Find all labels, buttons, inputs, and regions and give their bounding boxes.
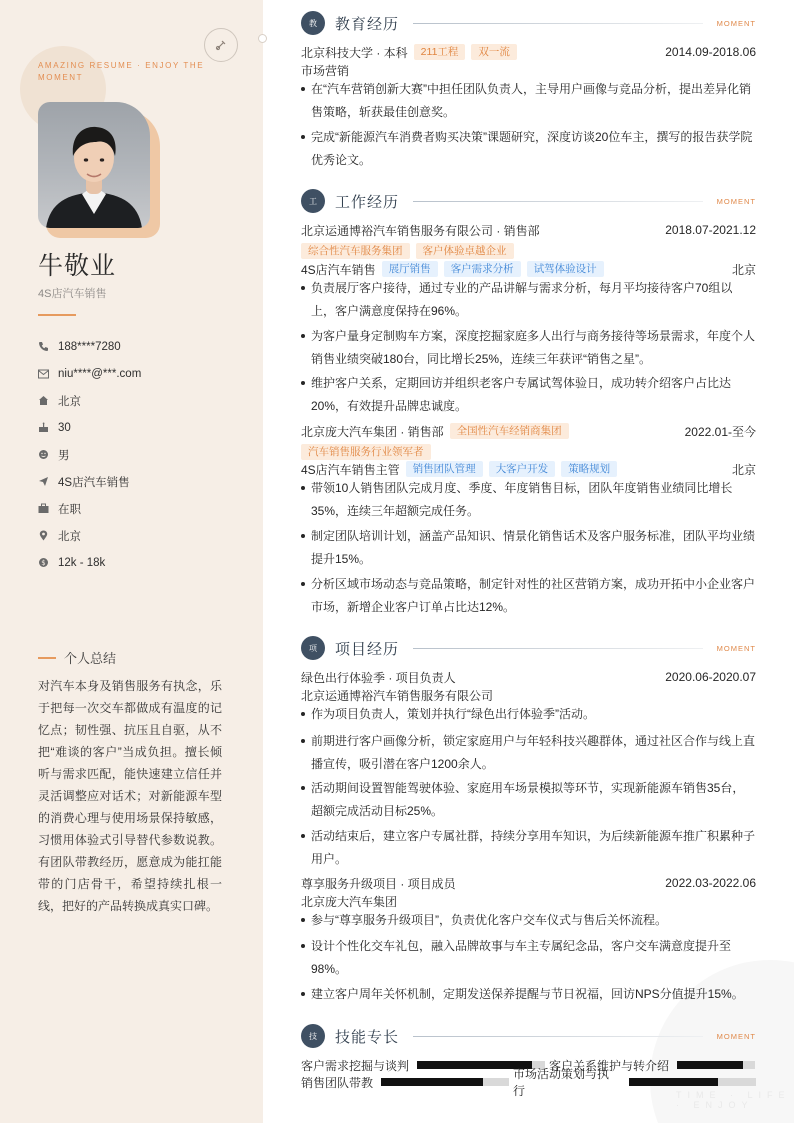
section-badge: 教	[301, 11, 325, 35]
project-org: 北京运通博裕汽车销售服务有限公司	[301, 688, 494, 703]
position-name: 4S店汽车销售	[301, 262, 376, 277]
section-title: 技能专长	[335, 1027, 400, 1046]
candidate-role: 4S店汽车销售	[38, 288, 107, 300]
list-item: 活动期间设置智能驾驶体验、家庭用车场景模拟等环节，实现新能源车销售35台，超额完成活动目标25%。	[301, 777, 756, 823]
section-title: 教育经历	[335, 14, 400, 33]
list-item: 前期进行客户画像分析，锁定家庭用户与年轻科技兴趣群体，通过社区合作与线上直播宣传，吸引潜在客户1200余人。	[301, 730, 756, 776]
phone-icon	[38, 341, 58, 352]
company-tag: 汽车销售服务行业领军者	[301, 444, 431, 460]
project-name: 绿色出行体验季 · 项目负责人	[301, 670, 456, 685]
company-tag: 客户体验卓越企业	[416, 243, 514, 259]
project-org-row	[301, 686, 756, 704]
school-name: 北京科技大学 · 本科	[301, 45, 408, 60]
skill-fill	[381, 1078, 483, 1086]
info-target-position: 4S店汽车销售	[38, 468, 248, 495]
list-item: 作为项目负责人，策划并执行“绿色出行体验季”活动。	[301, 703, 756, 726]
list-item: 制定团队培训计划，涵盖产品知识、情景化销售话术及客户服务标准，团队平均业绩提升15%。	[301, 525, 756, 571]
major-row	[301, 61, 756, 79]
section-badge: 工	[301, 189, 325, 213]
cake-icon	[38, 422, 58, 433]
info-hometown: 北京	[38, 387, 248, 414]
job-date: 2022.01-至今	[684, 424, 756, 439]
skill-item	[513, 1067, 756, 1098]
list-item: 完成“新能源汽车消费者购买决策”课题研究，深度访谈20位车主，撰写的报告获学院优秀论文。	[301, 126, 756, 172]
list-item: 活动结束后，建立客户专属社群，持续分享用车知识，为后续新能源车推广积累种子用户。	[301, 825, 756, 871]
position-tag: 销售团队管理	[406, 461, 483, 477]
mail-icon	[38, 369, 58, 379]
section-title: 项目经历	[335, 639, 400, 658]
list-item: 维护客户关系，定期回访并组织老客户专属试驾体验日，成功转介绍客户占比达20%，有效提升品牌忠诚度。	[301, 372, 756, 418]
summary-text: 对汽车本身及销售服务有执念，乐于把每一次交车都做成有温度的记忆点；韧性强、抗压且自驱，从不把“难谈的客户”当成负担。擅长倾听与需求匹配，能快速建立信任并灵活调整应对话术；对新能源车型的消费心理与使用场景保持敏感，习惯用体验式引导替代参数说教。有团队带教经历，愿意成为能扛能带的门店骨干，希望持续扎根一线，把好的产品转换成真实口碑。	[38, 679, 222, 913]
skill-fill	[629, 1078, 718, 1086]
section-title: 工作经历	[335, 192, 400, 211]
avatar	[38, 102, 150, 228]
list-item: 设计个性化交车礼包，融入品牌故事与车主专属纪念品，客户交车满意度提升至98%。	[301, 935, 756, 981]
section-badge: 项	[301, 636, 325, 660]
job-company-row	[301, 422, 756, 440]
skill-name: 客户关系维护与转介绍	[549, 1058, 670, 1073]
info-gender: 男	[38, 441, 248, 468]
info-age: 30	[38, 414, 248, 441]
section-divider	[413, 1036, 703, 1037]
divider	[38, 314, 76, 316]
section-divider	[413, 201, 703, 202]
sidebar	[0, 0, 263, 1123]
major: 市场营销	[301, 63, 350, 78]
projects-section-header	[301, 635, 756, 661]
school-tag: 211工程	[414, 44, 466, 60]
project-date: 2022.03-2022.06	[665, 876, 756, 890]
skill-bar	[629, 1078, 756, 1086]
company-tags-row	[301, 443, 756, 461]
list-item: 分析区域市场动态与竞品策略，制定针对性的社区营销方案，成功开拓中小企业客户市场，新增企业客户订单占比达12%。	[301, 573, 756, 619]
info-status: 在职	[38, 495, 248, 522]
position-tag: 试驾体验设计	[527, 261, 604, 277]
job-position-row	[301, 460, 756, 478]
tagline: AMAZING RESUME · ENJOY THE MOMENT	[38, 61, 205, 82]
info-phone: 188****7280	[38, 333, 248, 360]
project-row	[301, 874, 756, 892]
watermark-text: TIME · LIFE · ENJOY	[676, 1090, 791, 1110]
salary-icon	[38, 557, 58, 568]
contact-info-list	[38, 333, 248, 576]
section-divider	[413, 648, 703, 649]
job-position-row	[301, 260, 756, 278]
skill-bar	[381, 1078, 509, 1086]
list-item: 建立客户周年关怀机制，定期发送保养提醒与节日祝福，回访NPS分值提升15%。	[301, 983, 756, 1006]
education-date: 2014.09-2018.06	[665, 45, 756, 59]
project-org-row	[301, 892, 756, 910]
position-tag: 大客户开发	[489, 461, 556, 477]
skill-name: 销售团队带教	[301, 1075, 374, 1090]
education-row	[301, 43, 756, 61]
position-tag: 策略规划	[561, 461, 617, 477]
position-name: 4S店汽车销售主管	[301, 462, 400, 477]
position-tag: 展厅销售	[382, 261, 438, 277]
send-icon	[38, 476, 58, 487]
svg-text:$: $	[41, 559, 46, 567]
skill-name: 客户需求挖掘与谈判	[301, 1058, 410, 1073]
edit-icon[interactable]	[204, 28, 238, 62]
section-divider	[413, 23, 703, 24]
company-name: 北京运通博裕汽车销售服务有限公司 · 销售部	[301, 223, 540, 238]
home-icon	[38, 395, 58, 406]
job-date: 2018.07-2021.12	[665, 223, 756, 237]
list-item: 负责展厅客户接待，通过专业的产品讲解与需求分析，每月平均接待客户70组以上，客户满意度保持在96%。	[301, 277, 756, 323]
location-icon	[38, 530, 58, 541]
position-tag: 客户需求分析	[444, 261, 521, 277]
project-date: 2020.06-2020.07	[665, 670, 756, 684]
section-tag: MOMENT	[716, 18, 756, 28]
job-company-row	[301, 221, 756, 239]
section-badge: 技	[301, 1024, 325, 1048]
skill-bar	[677, 1061, 755, 1069]
info-email: niu****@***.com	[38, 360, 248, 387]
summary-heading: 个人总结	[38, 648, 116, 667]
education-section-header	[301, 10, 756, 36]
skill-fill	[677, 1061, 743, 1069]
project-org: 北京庞大汽车集团	[301, 894, 398, 909]
project-name: 尊享服务升级项目 · 项目成员	[301, 876, 456, 891]
list-item: 在“汽车营销创新大赛”中担任团队负责人，主导用户画像与竞品分析，提出差异化销售策略，斩获最佳创意奖。	[301, 78, 756, 124]
section-tag: MOMENT	[716, 1031, 756, 1041]
decorative-dot	[258, 34, 267, 43]
candidate-name: 牛敬业	[38, 251, 117, 280]
info-salary: $ 12k - 18k	[38, 549, 248, 576]
job-city: 北京	[731, 262, 756, 277]
summary-accent-bar	[38, 657, 56, 659]
skill-name: 市场活动策划与执行	[513, 1067, 610, 1098]
work-section-header	[301, 188, 756, 214]
company-tag: 综合性汽车服务集团	[301, 243, 410, 259]
list-item: 为客户量身定制购车方案，深度挖掘家庭多人出行与商务接待等场景需求，年度个人销售业绩突破180台，同比增长25%，连续三年获评“销售之星”。	[301, 325, 756, 371]
company-name: 北京庞大汽车集团 · 销售部	[301, 424, 444, 439]
gender-icon	[38, 449, 58, 460]
skills-section-header	[301, 1023, 756, 1049]
list-item: 带领10人销售团队完成月度、季度、年度销售目标，团队年度销售业绩同比增长35%，连续三年超额完成任务。	[301, 477, 756, 523]
list-item: 参与“尊享服务升级项目”，负责优化客户交车仪式与售后关怀流程。	[301, 909, 756, 932]
school-tag: 双一流	[471, 44, 517, 60]
info-city: 北京	[38, 522, 248, 549]
company-tags-row	[301, 242, 756, 260]
skill-item	[301, 1073, 509, 1091]
briefcase-icon	[38, 503, 58, 514]
section-tag: MOMENT	[716, 643, 756, 653]
job-city: 北京	[731, 462, 756, 477]
project-row	[301, 668, 756, 686]
skill-item	[301, 1056, 545, 1074]
section-tag: MOMENT	[716, 196, 756, 206]
company-tag: 全国性汽车经销商集团	[450, 423, 569, 439]
